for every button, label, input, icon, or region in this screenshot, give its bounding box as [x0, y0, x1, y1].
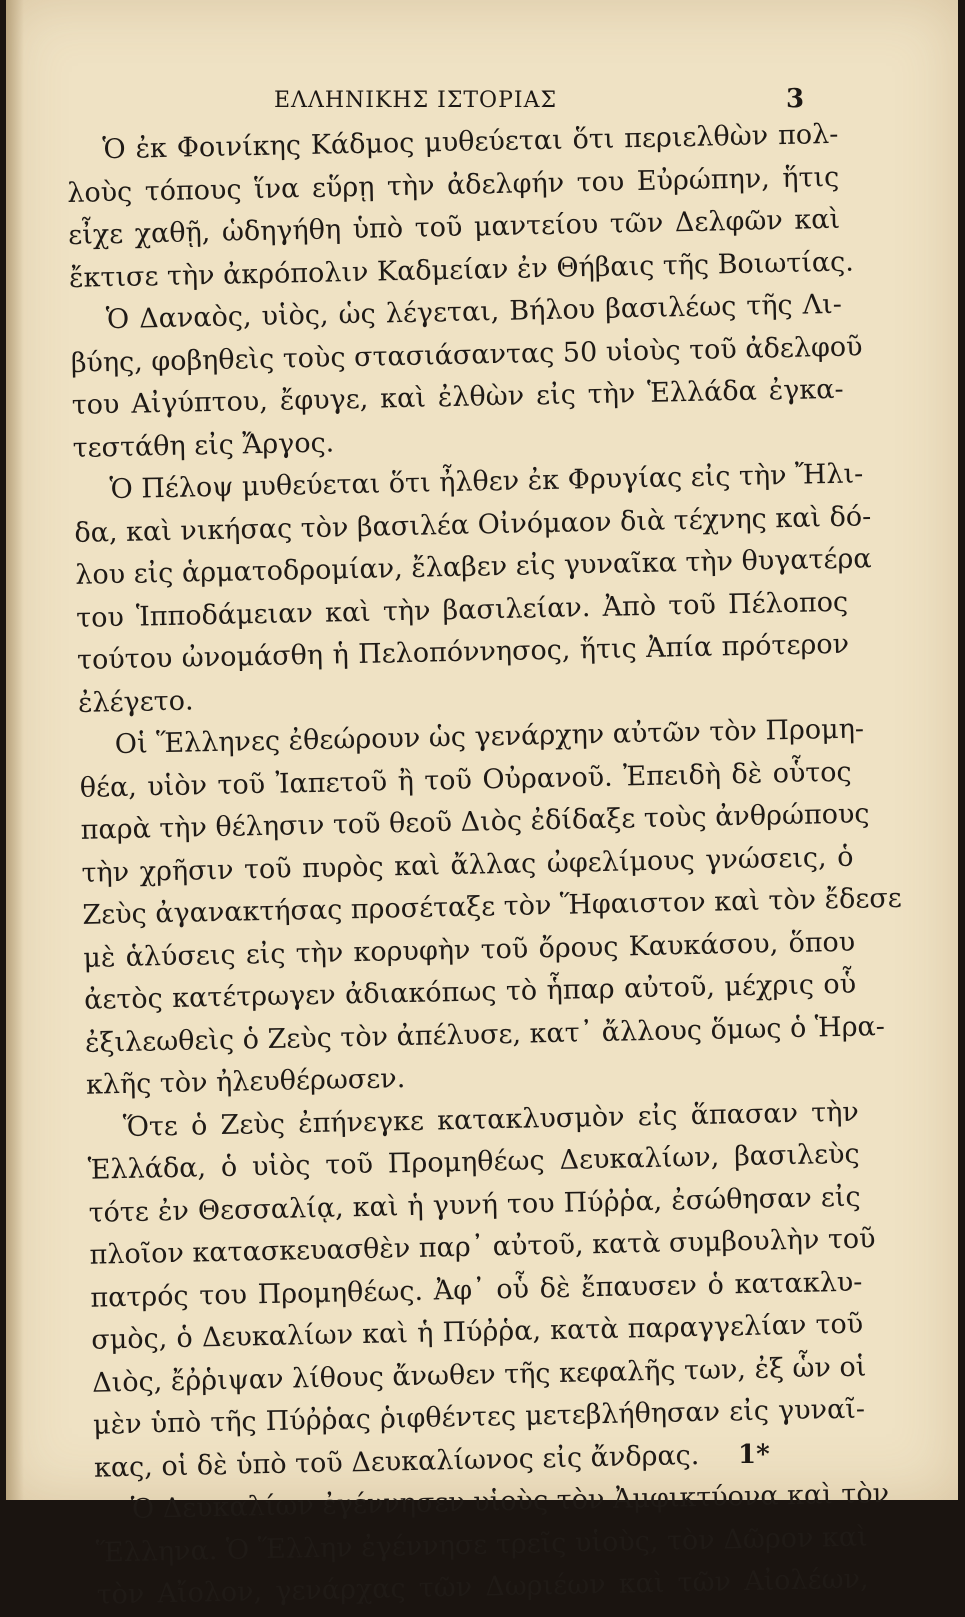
text-line: σμὸς, ὁ Δευκαλίων καὶ ἡ Πύῤῥα, κατὰ παραγγελίαν τοῦ	[91, 1308, 864, 1356]
text-line: του Ἱπποδάμειαν καὶ τὴν βασιλείαν. Ἀπὸ τοῦ Πέλοπος	[75, 586, 849, 634]
text-line: Οἱ Ἕλληνες ἐθεώρουν ὡς γενάρχην αὐτῶν τὸν Προμη-	[114, 713, 865, 761]
text-line: μὲ ἁλύσεις εἰς τὴν κορυφὴν τοῦ ὄρους Καυκάσου, ὅπου	[83, 926, 856, 974]
text-line: παρὰ τὴν θέλησιν τοῦ θεοῦ Διὸς ἐδίδαξε τοὺς ἀνθρώπους	[80, 798, 870, 846]
text-line: θέα, υἱὸν τοῦ Ἰαπετοῦ ἢ τοῦ Οὐρανοῦ. Ἐπειδὴ δὲ οὗτος	[79, 756, 852, 804]
text-line: Διὸς, ἔῤῥιψαν λίθους ἄνωθεν τῆς κεφαλῆς των, ἐξ ὧν οἱ	[91, 1351, 867, 1399]
text-line: Ἑλλάδα, ὁ υἱὸς τοῦ Προμηθέως Δευκαλίων, βασιλεὺς	[87, 1138, 860, 1186]
text-line: τότε ἐν Θεσσαλίᾳ, καὶ ἡ γυνή του Πύῤῥα, ἐσώθησαν εἰς	[88, 1181, 861, 1229]
text-line: του Αἰγύπτου, ἔφυγε, καὶ ἐλθὼν εἰς τὴν Ἑλλάδα ἐγκα-	[71, 373, 844, 421]
running-title: ΕΛΛΗΝΙΚΗΣ ΙΣΤΟΡΙΑΣ	[274, 88, 558, 113]
book-page	[6, 0, 958, 1611]
text-line: δα, καὶ νικήσας τὸν βασιλέα Οἰνόμαον διὰ τέχνης καὶ δό-	[74, 500, 872, 549]
text-line: Ὁ Δαναὸς, υἱὸς, ὡς λέγεται, Βήλου βασιλέως τῆς Λι-	[105, 288, 843, 336]
text-line: Ὁ Δευκαλίων ἐγέννησεν υἱοὺς τὸν Ἀμφικτύονα καὶ τὸν	[130, 1478, 890, 1525]
signature-mark: 1*	[738, 1440, 770, 1470]
text-line: Ζεὺς ἀγανακτήσας προσέταξε τὸν Ἥφαιστον καὶ τὸν ἔδεσε	[82, 882, 903, 931]
text-line: ἔκτισε τὴν ἀκρόπολιν Καδμείαν ἐν Θήβαις τῆς Βοιωτίας.	[68, 246, 855, 294]
text-line: λου εἰς ἁρματοδρομίαν, ἔλαβεν εἰς γυναῖκα τὴν θυγατέρα	[75, 543, 872, 591]
text-line: Ἕλληνα. Ὁ Ἕλλην ἐγέννησε τρεῖς υἱοὺς, τὸν Δῶρον καὶ	[95, 1521, 868, 1569]
text-line: Ὁ Πέλοψ μυθεύεται ὅτι ἦλθεν ἐκ Φρυγίας εἰς τὴν Ἤλι-	[109, 458, 864, 506]
text-line: πατρός του Προμηθέως. Ἀφ᾽ οὗ δὲ ἔπαυσεν ὁ κατακλυ-	[90, 1266, 863, 1314]
page-number: 3	[786, 84, 805, 114]
text-line: τούτου ὠνομάσθη ἡ Πελοπόννησος, ἥτις Ἀπία πρότερον	[76, 628, 850, 676]
text-line: κας, οἱ δὲ ὑπὸ τοῦ Δευκαλίωνος εἰς ἄνδρας.	[93, 1439, 700, 1484]
page-spine-shadow	[6, 0, 24, 1500]
text-line: εἶχε χαθῇ, ὡδηγήθη ὑπὸ τοῦ μαντείου τῶν Δελφῶν καὶ	[67, 203, 841, 251]
text-line: ἐλέγετο.	[77, 684, 194, 719]
text-line: τὸν Αἴολον, γενάρχας τῶν Δωριέων καὶ τῶν Αἰολέων,	[96, 1563, 869, 1611]
text-line: ἐξιλεωθεὶς ὁ Ζεὺς τὸν ἀπέλυσε, κατ᾽ ἄλλους ὅμως ὁ Ἡρα-	[84, 1010, 886, 1059]
text-line: πλοῖον κατασκευασθὲν παρ᾽ αὐτοῦ, κατὰ συμβουλὴν τοῦ	[89, 1223, 876, 1271]
text-line: μὲν ὑπὸ τῆς Πύῤῥας ῥιφθέντες μετεβλήθησαν εἰς γυναῖ-	[92, 1393, 866, 1441]
text-line: τὴν χρῆσιν τοῦ πυρὸς καὶ ἄλλας ὠφελίμους γνώσεις, ὁ	[81, 841, 854, 889]
body-text	[66, 114, 903, 1617]
text-line: βύης, φοβηθεὶς τοὺς στασιάσαντας 50 υἱοὺς τοῦ ἀδελφοῦ	[70, 330, 863, 379]
text-line: λοὺς τόπους ἵνα εὕρῃ τὴν ἀδελφήν του Εὐρώπην, ἥτις	[66, 161, 840, 209]
text-line: κλῆς τὸν ἠλευθέρωσεν.	[85, 1063, 406, 1101]
text-line: Ὁ ἐκ Φοινίκης Κάδμος μυθεύεται ὅτι περιελθὼν πολ-	[102, 118, 839, 166]
text-line: Ὅτε ὁ Ζεὺς ἐπήνεγκε κατακλυσμὸν εἰς ἅπασαν τὴν	[122, 1096, 860, 1143]
text-line: ἀετὸς κατέτρωγεν ἀδιακόπως τὸ ἧπαρ αὐτοῦ, μέχρις οὗ	[83, 968, 857, 1016]
text-line: τεστάθη εἰς Ἄργος.	[72, 426, 335, 464]
